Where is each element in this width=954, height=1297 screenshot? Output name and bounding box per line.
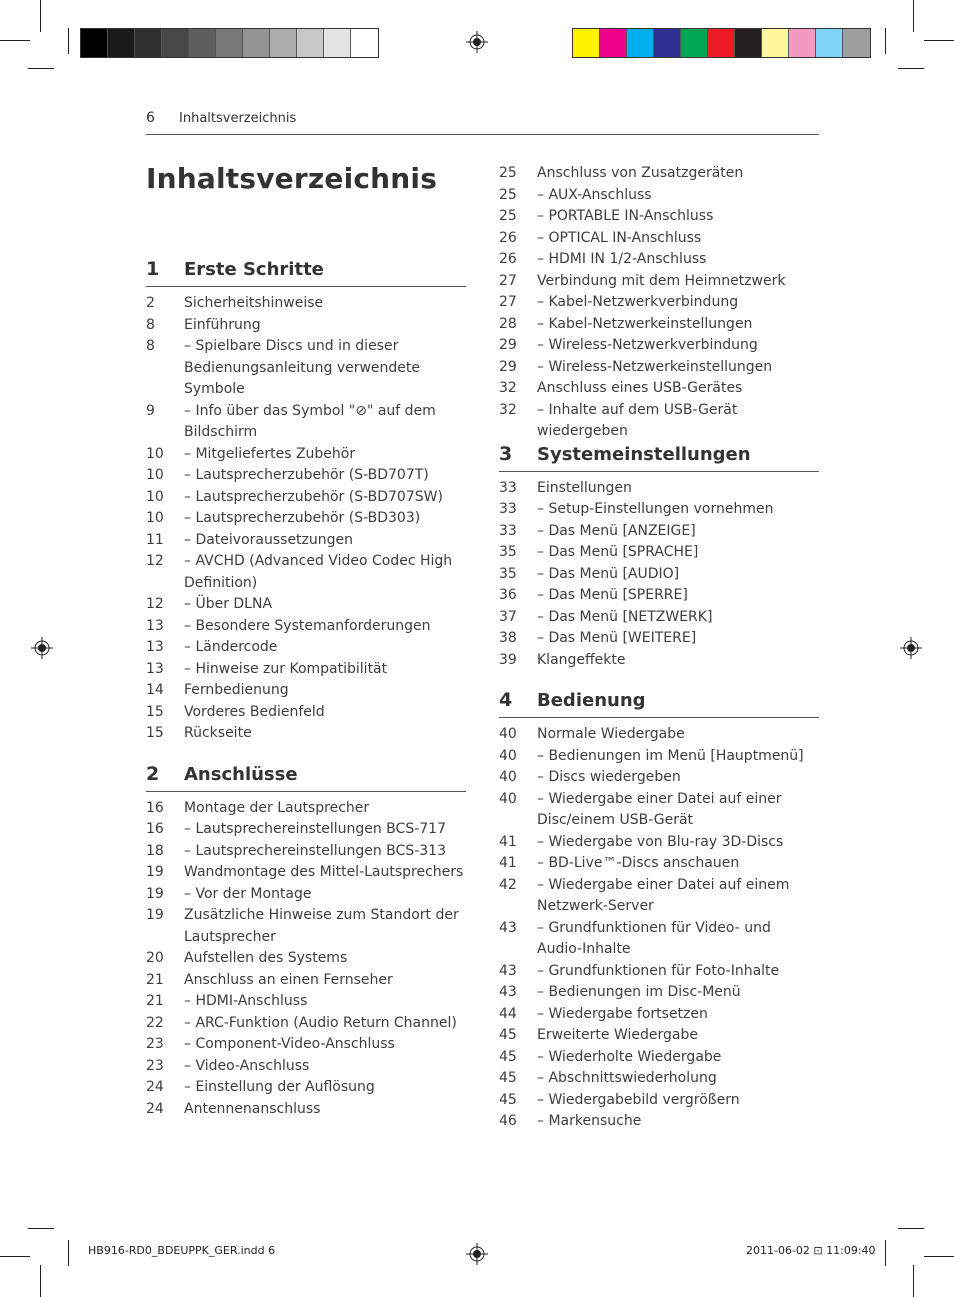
toc-entry-page: 33 <box>499 501 517 517</box>
toc-entry-text: – Abschnittswiederholung <box>537 1070 717 1086</box>
toc-entry-page: 26 <box>499 229 517 246</box>
running-header <box>146 110 819 135</box>
toc-entry-page: 16 <box>146 799 164 816</box>
toc-entry-text: – Einstellung der Auflösung <box>184 1079 375 1095</box>
toc-entry <box>146 508 466 530</box>
toc-entry-page: 12 <box>146 553 164 569</box>
toc-entry <box>499 1047 819 1069</box>
crop-mark <box>924 40 954 41</box>
toc-entry <box>146 884 466 906</box>
toc-entry-text: Aufstellen des Systems <box>184 950 348 966</box>
toc-entry <box>146 862 466 884</box>
toc-entry <box>499 163 819 185</box>
color-swatch <box>108 29 135 57</box>
toc-entry <box>499 206 819 228</box>
toc-entry <box>146 336 466 401</box>
crop-mark <box>913 1265 914 1297</box>
toc-entry-text: Vorderes Bedienfeld <box>184 703 325 720</box>
toc-entry-text: Verbindung mit dem Heimnetzwerk <box>537 272 786 289</box>
toc-entry-text: – Lautsprechereinstellungen BCS-313 <box>184 842 446 859</box>
toc-entry <box>499 249 819 271</box>
toc-entry-text: Antennenanschluss <box>184 1100 321 1117</box>
crop-mark <box>0 40 30 41</box>
toc-entry-page: 20 <box>146 950 164 966</box>
toc-entry-page: 27 <box>499 272 517 289</box>
crop-mark <box>28 68 54 69</box>
color-swatch <box>243 29 270 57</box>
toc-entry-text: – Inhalte auf dem USB-Gerät wiedergeben <box>537 401 738 439</box>
toc-entry-text: Einstellungen <box>537 479 632 496</box>
toc-entry <box>146 680 466 702</box>
toc-entry-page: 32 <box>499 401 517 418</box>
toc-entry-page: 46 <box>499 1113 517 1129</box>
toc-entry-text: – Lautsprecherzubehör (S-BD303) <box>184 510 421 526</box>
toc-entry <box>499 478 819 500</box>
color-swatch <box>843 29 870 57</box>
toc-entry-page: 19 <box>146 907 164 923</box>
toc-entry <box>499 542 819 564</box>
toc-entry-page: 45 <box>499 1048 517 1065</box>
footer-timestamp: 2011-06-02 ⊡ 11:09:40 <box>746 1244 876 1257</box>
toc-entry <box>499 1004 819 1026</box>
toc-entry-text: Einführung <box>184 316 261 333</box>
toc-entry-text: Zusätzliche Hinweise zum Standort der Lautsprecher <box>184 907 459 945</box>
toc-entry-page: 39 <box>499 651 517 668</box>
toc-entry-page: 10 <box>146 488 164 505</box>
page-title: Inhaltsverzeichnis <box>146 162 438 195</box>
toc-entry-page: 45 <box>499 1091 517 1108</box>
toc-entry-page: 27 <box>499 294 517 310</box>
toc-entry-text: – Video-Anschluss <box>184 1057 310 1074</box>
toc-entry-page: 28 <box>499 315 517 332</box>
color-swatch <box>270 29 297 57</box>
toc-entry <box>146 723 466 745</box>
color-swatch <box>681 29 708 57</box>
toc-entry <box>499 918 819 961</box>
toc-entry-text: – Lautsprechereinstellungen BCS-717 <box>184 821 446 837</box>
toc-entry <box>499 228 819 250</box>
section-title: Bedienung <box>537 690 646 711</box>
section-heading <box>499 689 819 718</box>
toc-entry-page: 21 <box>146 993 164 1009</box>
toc-entry <box>499 1025 819 1047</box>
crop-mark <box>898 68 924 69</box>
toc-entry-text: – Kabel-Netzwerkverbindung <box>537 294 739 310</box>
toc-entry-page: 43 <box>499 919 517 936</box>
toc-entry-text: – ARC-Funktion (Audio Return Channel) <box>184 1014 457 1031</box>
toc-entry-text: – Das Menü [ANZEIGE] <box>537 522 696 539</box>
toc-entry-page: 29 <box>499 337 517 353</box>
toc-entry-page: 25 <box>499 208 517 224</box>
toc-entry-page: 13 <box>146 639 164 655</box>
crop-mark <box>28 1228 54 1229</box>
toc-entry-page: 33 <box>499 479 517 496</box>
toc-entry <box>146 401 466 444</box>
toc-entry-text: – Wiederholte Wiedergabe <box>537 1048 722 1065</box>
section-number: 3 <box>499 442 513 465</box>
toc-entry <box>146 594 466 616</box>
toc-entry <box>499 314 819 336</box>
toc-entry-page: 19 <box>146 864 164 880</box>
toc-entry-text: – AVCHD (Advanced Video Codec High Definition) <box>184 553 453 591</box>
crop-mark <box>0 1256 30 1257</box>
toc-entry-page: 16 <box>146 821 164 837</box>
crop-mark <box>885 28 886 54</box>
toc-entry-text: – Lautsprecherzubehör (S-BD707SW) <box>184 488 443 505</box>
crop-mark <box>885 1240 886 1266</box>
color-swatch <box>81 29 108 57</box>
header-page-number: 6 <box>146 110 155 126</box>
toc-entry <box>146 444 466 466</box>
toc-entry-text: – AUX-Anschluss <box>537 186 652 203</box>
toc-entry-page: 22 <box>146 1014 164 1031</box>
toc-entry-text: Anschluss von Zusatzgeräten <box>537 165 744 181</box>
color-swatch <box>324 29 351 57</box>
toc-entry-text: – Das Menü [AUDIO] <box>537 565 680 582</box>
toc-entry <box>146 637 466 659</box>
toc-entry <box>499 292 819 314</box>
toc-entry-page: 8 <box>146 338 155 354</box>
toc-section <box>146 258 466 745</box>
toc-left-column <box>146 258 466 1138</box>
section-number: 4 <box>499 689 513 711</box>
color-calibration-bar <box>572 28 871 58</box>
toc-section <box>499 443 819 672</box>
toc-entry-page: 40 <box>499 769 517 785</box>
toc-entry <box>499 875 819 918</box>
toc-entry-text: – Setup-Einstellungen vornehmen <box>537 501 774 517</box>
toc-entry-page: 37 <box>499 608 517 625</box>
toc-entry-text: Sicherheitshinweise <box>184 295 324 311</box>
toc-entry-page: 10 <box>146 467 164 483</box>
registration-mark-icon <box>900 637 922 659</box>
section-heading <box>146 763 466 792</box>
color-swatch <box>789 29 816 57</box>
toc-entry-text: Wandmontage des Mittel-Lautsprechers <box>184 864 464 880</box>
toc-entry-page: 41 <box>499 855 517 871</box>
toc-entry <box>499 499 819 521</box>
toc-entry <box>499 378 819 400</box>
toc-entry <box>499 1068 819 1090</box>
toc-entry-text: Rückseite <box>184 725 252 741</box>
toc-entry-text: – Markensuche <box>537 1113 642 1129</box>
toc-entry-page: 41 <box>499 833 517 850</box>
crop-mark <box>40 0 41 32</box>
toc-entry <box>499 400 819 443</box>
toc-entry <box>146 841 466 863</box>
toc-entry <box>146 487 466 509</box>
crop-mark <box>898 1228 924 1229</box>
toc-entry-page: 8 <box>146 316 155 333</box>
toc-entry-text: – Bedienungen im Disc-Menü <box>537 984 741 1000</box>
toc-entry <box>146 465 466 487</box>
registration-mark-icon <box>466 31 488 53</box>
toc-entry-text: – Mitgeliefertes Zubehör <box>184 445 356 462</box>
toc-entry-text: – OPTICAL IN-Anschluss <box>537 229 702 246</box>
color-swatch <box>816 29 843 57</box>
toc-entry-text: Anschluss an einen Fernseher <box>184 971 393 988</box>
toc-entry <box>499 271 819 293</box>
crop-mark <box>68 28 69 54</box>
toc-entry <box>499 357 819 379</box>
toc-entry <box>146 702 466 724</box>
toc-entry <box>146 1013 466 1035</box>
toc-right-column <box>499 163 819 1151</box>
toc-entry <box>499 607 819 629</box>
toc-entry-page: 35 <box>499 544 517 560</box>
grayscale-calibration-bar <box>80 28 379 58</box>
toc-entry-text: – Lautsprecherzubehör (S-BD707T) <box>184 467 429 483</box>
toc-entry <box>499 564 819 586</box>
section-number: 1 <box>146 258 160 280</box>
toc-entry <box>499 767 819 789</box>
toc-entry-text: – Vor der Montage <box>184 885 312 902</box>
toc-entry-text: Normale Wiedergabe <box>537 726 685 742</box>
section-title: Erste Schritte <box>184 259 324 280</box>
toc-entry-text: – Wireless-Netzwerkverbindung <box>537 337 758 353</box>
crop-mark <box>68 1240 69 1266</box>
color-swatch <box>162 29 189 57</box>
toc-entry <box>499 628 819 650</box>
toc-entry-text: – Wiedergabe einer Datei auf einem Netzwerk-Server <box>537 876 790 914</box>
toc-entry-text: – Wiedergabe einer Datei auf einer Disc/einem USB-Gerät <box>537 790 782 828</box>
toc-entry-page: 43 <box>499 984 517 1000</box>
toc-entry-page: 32 <box>499 380 517 396</box>
toc-entry-list <box>146 293 466 745</box>
toc-entry-page: 15 <box>146 725 164 741</box>
color-swatch <box>135 29 162 57</box>
toc-entry <box>146 616 466 638</box>
color-swatch <box>735 29 762 57</box>
toc-entry-page: 40 <box>499 726 517 742</box>
toc-entry-page: 10 <box>146 445 164 462</box>
toc-entry <box>499 1111 819 1133</box>
toc-entry <box>499 789 819 832</box>
color-swatch <box>216 29 243 57</box>
toc-entry <box>499 961 819 983</box>
toc-entry <box>146 970 466 992</box>
toc-entry <box>499 853 819 875</box>
section-heading <box>146 258 466 287</box>
toc-entry-list <box>146 798 466 1121</box>
toc-entry-text: – Grundfunktionen für Foto-Inhalte <box>537 962 780 979</box>
toc-entry <box>146 659 466 681</box>
toc-entry <box>499 585 819 607</box>
toc-entry-page: 42 <box>499 876 517 893</box>
toc-entry-page: 45 <box>499 1070 517 1086</box>
toc-entry-page: 33 <box>499 522 517 539</box>
section-title: Systemeinstellungen <box>537 443 751 465</box>
toc-entry-text: – HDMI IN 1/2-Anschluss <box>537 251 707 267</box>
color-swatch <box>573 29 600 57</box>
toc-entry <box>146 1056 466 1078</box>
toc-entry-text: – Wiedergabe fortsetzen <box>537 1005 708 1022</box>
toc-entry <box>146 798 466 820</box>
toc-entry <box>499 335 819 357</box>
toc-entry-text: – Besondere Systemanforderungen <box>184 617 431 634</box>
toc-entry-page: 13 <box>146 617 164 634</box>
toc-entry <box>146 819 466 841</box>
toc-entry <box>499 724 819 746</box>
toc-entry-text: – Das Menü [NETZWERK] <box>537 608 713 625</box>
toc-continued-list <box>499 163 819 443</box>
header-title: Inhaltsverzeichnis <box>179 111 297 126</box>
color-swatch <box>654 29 681 57</box>
toc-entry-text: – Grundfunktionen für Video- und Audio-Inhalte <box>537 919 771 957</box>
toc-entry-text: Anschluss eines USB-Gerätes <box>537 380 743 396</box>
color-swatch <box>189 29 216 57</box>
toc-entry-page: 18 <box>146 842 164 859</box>
crop-mark <box>913 0 914 32</box>
color-swatch <box>600 29 627 57</box>
toc-entry-page: 9 <box>146 402 155 419</box>
toc-entry-page: 24 <box>146 1079 164 1095</box>
toc-entry <box>146 1077 466 1099</box>
toc-entry-page: 40 <box>499 747 517 764</box>
toc-entry-text: Fernbedienung <box>184 682 289 698</box>
toc-entry-page: 35 <box>499 565 517 582</box>
toc-entry <box>146 293 466 315</box>
toc-entry <box>499 746 819 768</box>
toc-entry <box>146 315 466 337</box>
toc-entry-text: – Wireless-Netzwerkeinstellungen <box>537 358 773 375</box>
toc-entry-page: 24 <box>146 1100 164 1117</box>
toc-entry-text: – Spielbare Discs und in dieser Bedienungsanleitung verwendete Symbole <box>184 338 421 397</box>
toc-entry-text: – Über DLNA <box>184 596 273 612</box>
toc-entry <box>146 1099 466 1121</box>
toc-entry-page: 11 <box>146 531 164 548</box>
section-number: 2 <box>146 762 160 785</box>
color-swatch <box>708 29 735 57</box>
toc-entry <box>499 650 819 672</box>
toc-entry-text: Erweiterte Wiedergabe <box>537 1027 698 1043</box>
color-swatch <box>762 29 789 57</box>
crop-mark <box>40 1265 41 1297</box>
footer-file-info: HB916-RD0_BDEUPPK_GER.indd 6 <box>88 1244 276 1257</box>
toc-entry-list <box>499 478 819 672</box>
toc-entry-page: 14 <box>146 682 164 698</box>
toc-entry-page: 23 <box>146 1057 164 1074</box>
toc-entry <box>499 982 819 1004</box>
toc-entry-page: 23 <box>146 1036 164 1052</box>
toc-entry-page: 10 <box>146 510 164 526</box>
toc-entry-text: – Ländercode <box>184 639 278 655</box>
toc-entry <box>499 832 819 854</box>
toc-entry-page: 21 <box>146 971 164 988</box>
toc-entry-page: 36 <box>499 587 517 603</box>
toc-entry-page: 15 <box>146 703 164 720</box>
toc-entry-text: – Dateivoraussetzungen <box>184 531 354 548</box>
toc-entry-page: 38 <box>499 630 517 646</box>
toc-entry-page: 13 <box>146 660 164 677</box>
toc-entry-text: – PORTABLE IN-Anschluss <box>537 208 714 224</box>
toc-entry-page: 44 <box>499 1005 517 1022</box>
toc-entry <box>146 530 466 552</box>
toc-entry-text: Montage der Lautsprecher <box>184 799 370 816</box>
crop-mark <box>924 1256 954 1257</box>
toc-entry-page: 25 <box>499 186 517 203</box>
toc-entry-text: – Wiedergabe von Blu-ray 3D-Discs <box>537 833 784 850</box>
toc-entry <box>499 521 819 543</box>
toc-entry-text: – Component-Video-Anschluss <box>184 1036 395 1052</box>
toc-entry-text: – BD-Live™-Discs anschauen <box>537 855 740 871</box>
toc-entry-page: 25 <box>499 165 517 181</box>
toc-entry-page: 12 <box>146 596 164 612</box>
color-swatch <box>351 29 378 57</box>
toc-entry-text: – Hinweise zur Kompatibilität <box>184 660 388 677</box>
toc-entry-list <box>499 724 819 1133</box>
registration-mark-icon <box>466 1243 488 1265</box>
toc-entry-page: 26 <box>499 251 517 267</box>
toc-entry-page: 19 <box>146 885 164 902</box>
toc-entry-page: 45 <box>499 1027 517 1043</box>
toc-section <box>499 689 819 1133</box>
section-title: Anschlüsse <box>184 763 298 785</box>
toc-entry <box>146 991 466 1013</box>
toc-entry <box>146 551 466 594</box>
toc-entry <box>146 948 466 970</box>
toc-entry-text: – Info über das Symbol "⊘" auf dem Bildschirm <box>184 402 436 440</box>
toc-entry-text: – Wiedergabebild vergrößern <box>537 1091 740 1108</box>
toc-entry-page: 29 <box>499 358 517 375</box>
section-heading <box>499 443 819 472</box>
toc-section <box>146 763 466 1121</box>
toc-entry <box>499 185 819 207</box>
toc-entry <box>146 1034 466 1056</box>
toc-entry-text: – HDMI-Anschluss <box>184 993 308 1009</box>
toc-entry-text: – Das Menü [WEITERE] <box>537 630 697 646</box>
toc-entry-text: – Das Menü [SPERRE] <box>537 587 688 603</box>
color-swatch <box>627 29 654 57</box>
toc-entry-text: – Kabel-Netzwerkeinstellungen <box>537 315 753 332</box>
color-swatch <box>297 29 324 57</box>
toc-entry <box>499 1090 819 1112</box>
toc-entry <box>146 905 466 948</box>
toc-entry-page: 40 <box>499 790 517 807</box>
toc-entry-page: 43 <box>499 962 517 979</box>
toc-entry-text: – Discs wiedergeben <box>537 769 681 785</box>
toc-entry-page: 2 <box>146 295 155 311</box>
toc-entry-text: Klangeffekte <box>537 651 626 668</box>
registration-mark-icon <box>31 637 53 659</box>
toc-entry-text: – Das Menü [SPRACHE] <box>537 544 699 560</box>
toc-entry-text: – Bedienungen im Menü [Hauptmenü] <box>537 747 804 764</box>
